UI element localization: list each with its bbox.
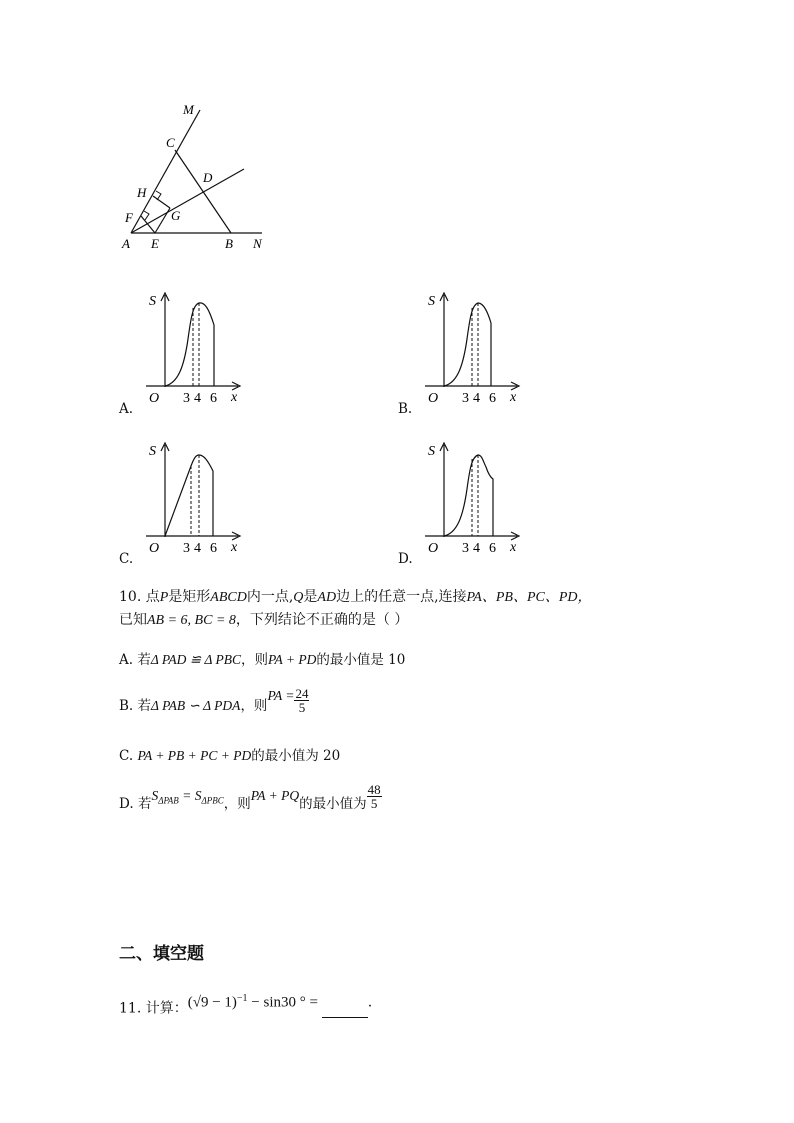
curve bbox=[165, 303, 214, 386]
tick-4: 4 bbox=[194, 541, 201, 556]
q11-expr-b: − sin30 ° = bbox=[247, 994, 322, 1011]
graph-option-c bbox=[142, 437, 247, 559]
q10-rect: ABCD bbox=[210, 590, 247, 605]
q11-expr-a: (√9 − 1) bbox=[187, 994, 237, 1011]
tick-3: 3 bbox=[462, 541, 469, 556]
segment-fe bbox=[141, 216, 155, 233]
area-s2: S bbox=[194, 788, 202, 803]
graph-option-b bbox=[421, 287, 526, 409]
option-pre: 若 bbox=[137, 652, 151, 668]
label-d: D bbox=[203, 170, 213, 185]
label-m: M bbox=[183, 102, 194, 117]
q10-side-ad: AD bbox=[317, 590, 337, 605]
fraction-den: 5 bbox=[370, 796, 378, 811]
option-letter-d: D. bbox=[398, 551, 413, 567]
tick-6: 6 bbox=[210, 541, 217, 556]
x-label: x bbox=[510, 540, 517, 555]
option-math1: Δ PAB ∽ Δ PDA bbox=[151, 698, 241, 713]
tick-6: 6 bbox=[489, 391, 496, 406]
q10-line2 bbox=[119, 609, 408, 629]
option-letter: B. bbox=[119, 698, 134, 714]
tick-3: 3 bbox=[183, 541, 190, 556]
s-label: S bbox=[428, 294, 435, 309]
area-s1: S bbox=[151, 788, 159, 803]
q11-number: 11. bbox=[119, 1000, 142, 1017]
q10-point-q: Q bbox=[293, 590, 304, 605]
option-math2: PA = bbox=[267, 688, 295, 703]
q11-line bbox=[119, 993, 372, 1018]
tick-4: 4 bbox=[194, 391, 201, 406]
q11-end: . bbox=[367, 994, 373, 1011]
fraction-num: 24 bbox=[295, 686, 309, 701]
geometry-figure bbox=[110, 96, 280, 256]
tick-3: 3 bbox=[183, 391, 190, 406]
q10-option-c[interactable] bbox=[119, 744, 340, 764]
tick-6: 6 bbox=[210, 391, 217, 406]
segment-cb bbox=[175, 150, 231, 233]
segment-eg bbox=[155, 208, 170, 233]
graph-option-d bbox=[421, 437, 526, 559]
q10-prompt: ，下列结论不正确的是（ ） bbox=[235, 612, 409, 628]
option-mid: ，则 bbox=[223, 796, 251, 812]
graph-option-a bbox=[142, 287, 247, 409]
q10-option-b[interactable] bbox=[119, 687, 309, 714]
option-mid: ，则 bbox=[241, 652, 269, 668]
origin-label: O bbox=[428, 541, 439, 556]
q10-given: AB = 6, BC = 8 bbox=[147, 613, 236, 628]
option-letter: D. bbox=[119, 796, 134, 812]
option-letter: A. bbox=[119, 652, 134, 668]
label-n: N bbox=[253, 236, 262, 251]
origin-label: O bbox=[149, 541, 160, 556]
section-title: 二、填空题 bbox=[119, 944, 204, 964]
q10-text-d: 是 bbox=[303, 589, 318, 605]
q10-line1 bbox=[119, 586, 592, 606]
label-c: C bbox=[166, 135, 175, 150]
label-f: F bbox=[125, 210, 133, 225]
option-math2: PA + PD bbox=[268, 652, 317, 667]
curve bbox=[444, 303, 491, 386]
curve bbox=[444, 455, 493, 536]
tick-4: 4 bbox=[473, 541, 480, 556]
answer-blank[interactable] bbox=[322, 1003, 368, 1018]
q10-option-a[interactable] bbox=[119, 648, 405, 668]
q11-pre: 计算： bbox=[145, 1000, 188, 1017]
tick-3: 3 bbox=[462, 391, 469, 406]
q10-text-c: 内一点, bbox=[246, 589, 294, 605]
fraction bbox=[367, 783, 382, 810]
fraction-num: 48 bbox=[367, 782, 381, 797]
option-pre: 若 bbox=[137, 698, 152, 714]
right-angle-f bbox=[144, 211, 149, 220]
option-post: 的最小值是 10 bbox=[316, 652, 406, 668]
q10-text-a: 点 bbox=[145, 589, 160, 605]
fraction bbox=[294, 687, 309, 714]
q10-point-p: P bbox=[159, 590, 169, 605]
option-post: 的最小值为 20 bbox=[251, 748, 341, 764]
tick-4: 4 bbox=[473, 391, 480, 406]
ray-ad bbox=[131, 169, 244, 233]
q10-option-d[interactable] bbox=[119, 783, 382, 812]
x-label: x bbox=[231, 390, 238, 405]
area-s2-sub: ΔPBC bbox=[201, 795, 224, 806]
q10-text-b: 是矩形 bbox=[168, 589, 211, 605]
tick-6: 6 bbox=[489, 541, 496, 556]
q10-number: 10. bbox=[119, 589, 142, 605]
x-label: x bbox=[231, 540, 238, 555]
segment-hg bbox=[153, 196, 170, 208]
option-math2: PA + PQ bbox=[250, 788, 300, 803]
s-label: S bbox=[428, 444, 435, 459]
curve bbox=[165, 455, 213, 536]
option-letter: C. bbox=[119, 748, 134, 764]
q11-exponent: −1 bbox=[236, 993, 248, 1004]
q10-segments: PA、PB、PC、PD， bbox=[466, 590, 592, 605]
label-h: H bbox=[137, 185, 147, 200]
option-post: 的最小值为 bbox=[299, 796, 367, 812]
origin-label: O bbox=[428, 391, 439, 406]
area-eq: = bbox=[178, 788, 195, 803]
option-letter-a: A. bbox=[119, 401, 134, 417]
option-pre: 若 bbox=[137, 796, 152, 812]
option-letter-b: B. bbox=[398, 401, 413, 417]
area-s1-sub: ΔPAB bbox=[158, 795, 179, 806]
s-label: S bbox=[149, 444, 156, 459]
origin-label: O bbox=[149, 391, 160, 406]
option-mid: ，则 bbox=[240, 698, 268, 714]
q10-given-label: 已知 bbox=[119, 612, 147, 628]
label-b: B bbox=[225, 236, 233, 251]
option-letter-c: C. bbox=[119, 551, 134, 567]
option-math1: Δ PAD ≌ Δ PBC bbox=[150, 652, 242, 667]
label-e: E bbox=[151, 236, 159, 251]
fraction-den: 5 bbox=[298, 700, 306, 715]
q10-text-e: 边上的任意一点,连接 bbox=[336, 589, 467, 605]
label-g: G bbox=[171, 208, 181, 223]
x-label: x bbox=[510, 390, 517, 405]
option-math1: PA + PB + PC + PD bbox=[137, 748, 252, 763]
s-label: S bbox=[149, 294, 156, 309]
label-a: A bbox=[122, 236, 130, 251]
